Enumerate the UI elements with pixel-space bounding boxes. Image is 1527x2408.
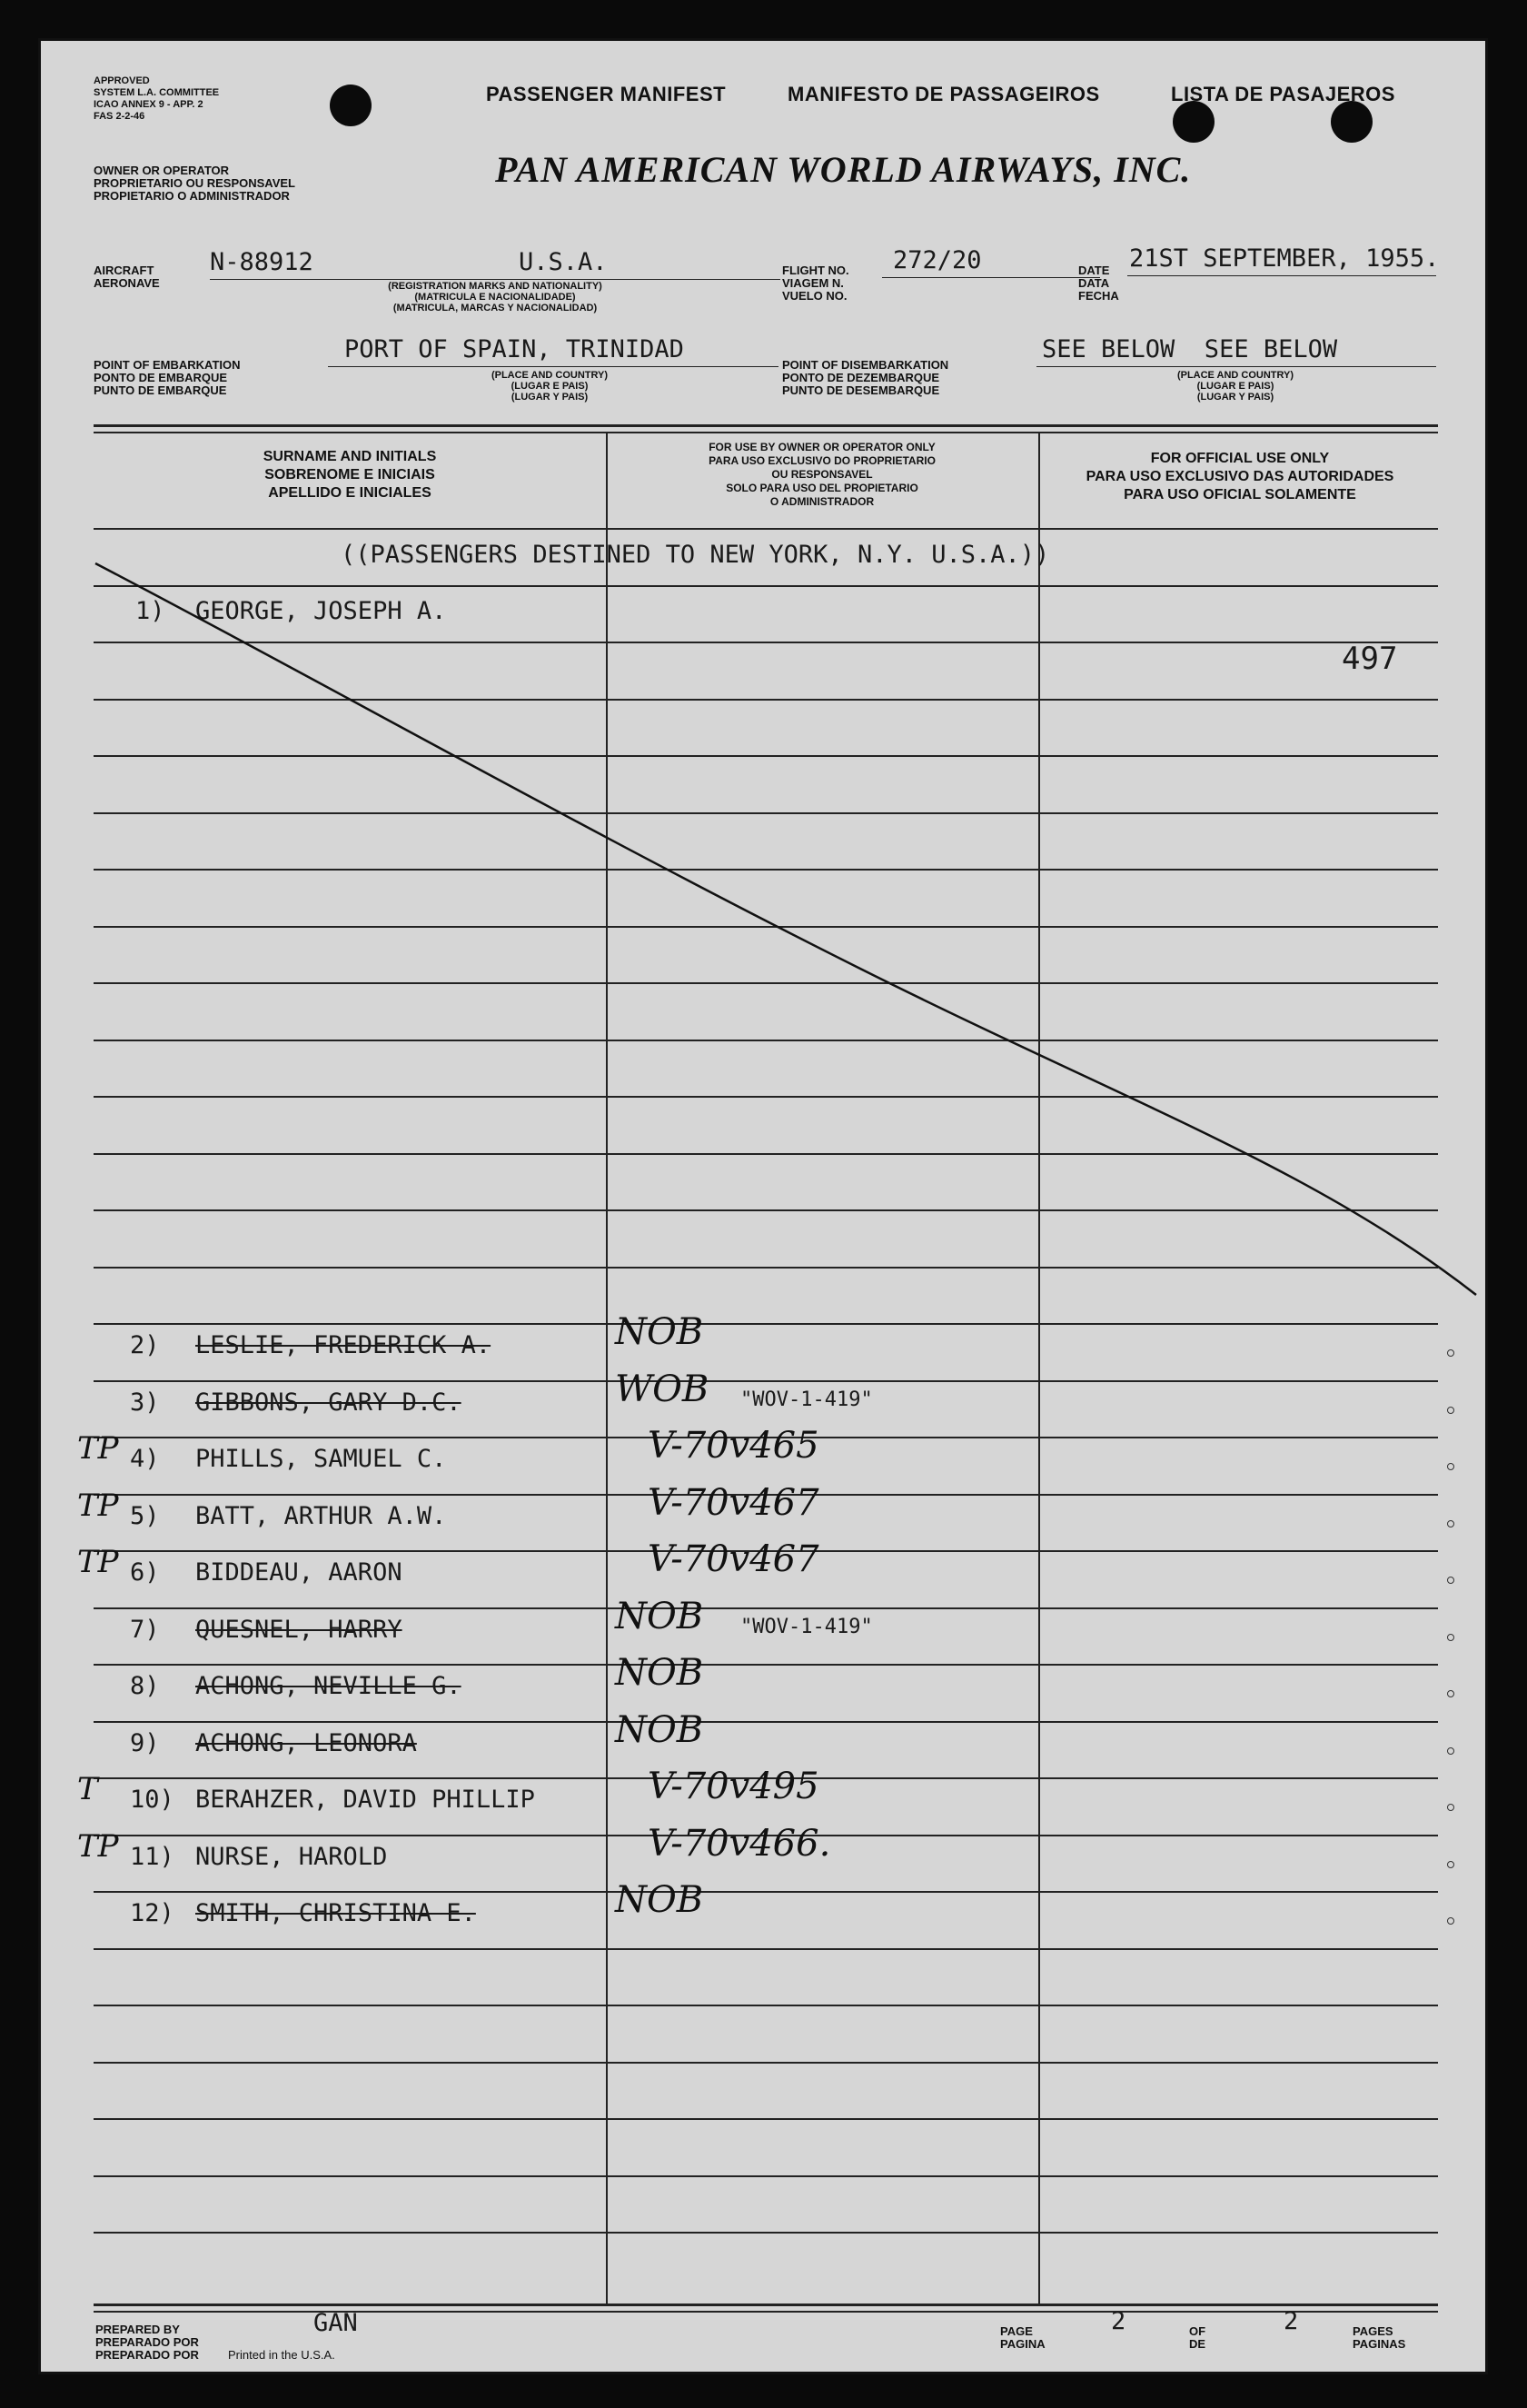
handwritten-annotation: V-70v467 [648,1538,819,1580]
passenger-name: ACHONG, NEVILLE G. [195,1672,461,1700]
table-bottom-rule-2 [94,2311,1438,2313]
owner-use-column-header: FOR USE BY OWNER OR OPERATOR ONLY PARA USO EXCLUSIVO DO PROPRIETARIO OU RESPONSAVEL SOLO PARA USO DEL PROPIETARIO O ADMINISTRADOR [709,441,936,508]
handwritten-annotation: V-70v467 [648,1482,819,1524]
handwritten-annotation: V-70v495 [648,1766,819,1807]
row-marker [1447,1407,1454,1414]
aircraft-registration: N-88912 [210,248,313,276]
embarkation-label: POINT OF EMBARKATION PONTO DE EMBARQUE PUNTO DE EMBARQUE [94,358,241,397]
page-total: 2 [1284,2307,1299,2335]
passenger-number: 3) [130,1388,160,1417]
handwritten-annotation: V-70v465 [648,1425,819,1467]
printed-in: Printed in the U.S.A. [228,2348,335,2362]
row-marker [1447,1861,1454,1868]
disembarkation-place: SEE BELOW SEE BELOW [1042,335,1338,363]
prepared-by-label: PREPARED BY PREPARADO POR PREPARADO POR [95,2323,199,2362]
row-marker [1447,1804,1454,1811]
passenger-number: 2) [130,1331,160,1359]
of-label: OF DE [1189,2324,1206,2351]
prepared-by-value: GAN [313,2309,358,2337]
row-marker [1447,1349,1454,1357]
passenger-name: BATT, ARTHUR A.W. [195,1502,447,1530]
title-spanish: LISTA DE PASAJEROS [1171,83,1395,105]
table-rule [94,1323,1438,1325]
table-rule [94,1891,1438,1893]
disembarkation-label: POINT OF DISEMBARKATION PONTO DE DEZEMBARQUE PUNTO DE DESEMBARQUE [782,358,949,397]
manifest-sheet [38,38,1488,2374]
disembarkation-caption: (PLACE AND COUNTRY) (LUGAR E PAIS) (LUGAR Y PAIS) [1176,370,1294,403]
row-marker [1447,1690,1454,1697]
table-rule [94,1664,1438,1666]
passenger-name: NURSE, HAROLD [195,1843,388,1871]
row-marker [1447,1747,1454,1755]
handwritten-annotation: NOB [615,1879,704,1921]
passenger-number: 9) [130,1729,160,1757]
flight-date: 21ST SEPTEMBER, 1955. [1129,244,1440,273]
passenger-number: 1) [135,597,165,625]
row-marker [1447,1463,1454,1470]
row-marker [1447,1520,1454,1527]
passenger-name: SMITH, CHRISTINA E. [195,1899,476,1927]
passenger-name: ACHONG, LEONORA [195,1729,417,1757]
passenger-name: GIBBONS, GARY D.C. [195,1388,461,1417]
destination-note: ((PASSENGERS DESTINED TO NEW YORK, N.Y. U.S.A.)) [341,541,1050,569]
owner-operator-label: OWNER OR OPERATOR PROPRIETARIO OU RESPONSAVEL PROPIETARIO O ADMINISTRADOR [94,164,295,203]
handwritten-prefix: TP [77,1430,119,1467]
passenger-number: 10) [130,1786,174,1814]
official-use-column-header: FOR OFFICIAL USE ONLY PARA USO EXCLUSIVO DAS AUTORIDADES PARA USO OFICIAL SOLAMENTE [1086,451,1394,502]
approval-block: APPROVED SYSTEM L.A. COMMITTEE ICAO ANNEX 9 - APP. 2 FAS 2-2-46 [94,75,220,122]
table-rule [94,1948,1438,1950]
handwritten-annotation: NOB [615,1311,704,1353]
passenger-number: 11) [130,1843,174,1871]
names-column-header: SURNAME AND INITIALS SOBRENOME E INICIAIS APELLIDO E INICIALES [263,449,437,501]
passenger-number: 12) [130,1899,174,1927]
table-rule [94,1721,1438,1723]
handwritten-annotation: NOB [615,1652,704,1694]
table-rule [94,2062,1438,2064]
passenger-name: BERAHZER, DAVID PHILLIP [195,1786,535,1814]
passenger-number: 7) [130,1616,160,1644]
visa-note: "WOV-1-419" [740,1616,873,1638]
row-marker [1447,1917,1454,1925]
table-rule [94,2232,1438,2234]
cancellation-line [41,41,1488,1313]
page-number: 2 [1111,2307,1126,2335]
title-portuguese: MANIFESTO DE PASSAGEIROS [788,83,1100,105]
passenger-name: PHILLS, SAMUEL C. [195,1445,447,1473]
handwritten-prefix: TP [77,1828,119,1865]
pages-label: PAGES PAGINAS [1353,2324,1406,2351]
handwritten-prefix: TP [77,1544,119,1580]
embarkation-caption: (PLACE AND COUNTRY) (LUGAR E PAIS) (LUGAR Y PAIS) [491,370,609,403]
passenger-number: 4) [130,1445,160,1473]
aircraft-caption: (REGISTRATION MARKS AND NATIONALITY) (MATRICULA E NACIONALIDADE) (MATRICULA, MARCAS Y NACIONALIDAD) [388,281,602,313]
passenger-number: 8) [130,1672,160,1700]
passenger-number: 5) [130,1502,160,1530]
flight-label: FLIGHT NO. VIAGEM N. VUELO NO. [782,264,849,303]
handwritten-annotation: NOB [615,1709,704,1751]
page-label: PAGE PAGINA [1000,2324,1046,2351]
title-english: PASSENGER MANIFEST [486,83,727,105]
table-rule [94,2005,1438,2006]
handwritten-prefix: TP [77,1488,119,1524]
passenger-name: QUESNEL, HARRY [195,1616,402,1644]
row-marker [1447,1634,1454,1641]
passenger-name: GEORGE, JOSEPH A. [195,597,447,625]
embarkation-place: PORT OF SPAIN, TRINIDAD [344,335,684,363]
passenger-name: LESLIE, FREDERICK A. [195,1331,491,1359]
handwritten-annotation: V-70v466. [648,1823,831,1865]
record-stamp: 497 [1342,641,1398,677]
visa-note: "WOV-1-419" [740,1388,873,1411]
row-marker [1447,1577,1454,1584]
date-label: DATE DATA FECHA [1078,264,1119,303]
handwritten-annotation: WOB [615,1368,709,1410]
table-bottom-rule [94,2304,1438,2306]
table-rule [94,1380,1438,1382]
table-rule [94,2175,1438,2177]
table-rule [94,1607,1438,1609]
airline-name: PAN AMERICAN WORLD AIRWAYS, INC. [495,149,1192,190]
handwritten-annotation: NOB [615,1596,704,1637]
aircraft-label: AIRCRAFT AERONAVE [94,264,160,290]
passenger-number: 6) [130,1558,160,1587]
aircraft-nationality: U.S.A. [519,248,608,276]
passenger-name: BIDDEAU, AARON [195,1558,402,1587]
handwritten-prefix: T [77,1771,98,1807]
flight-number: 272/20 [893,246,982,274]
table-rule [94,2118,1438,2120]
